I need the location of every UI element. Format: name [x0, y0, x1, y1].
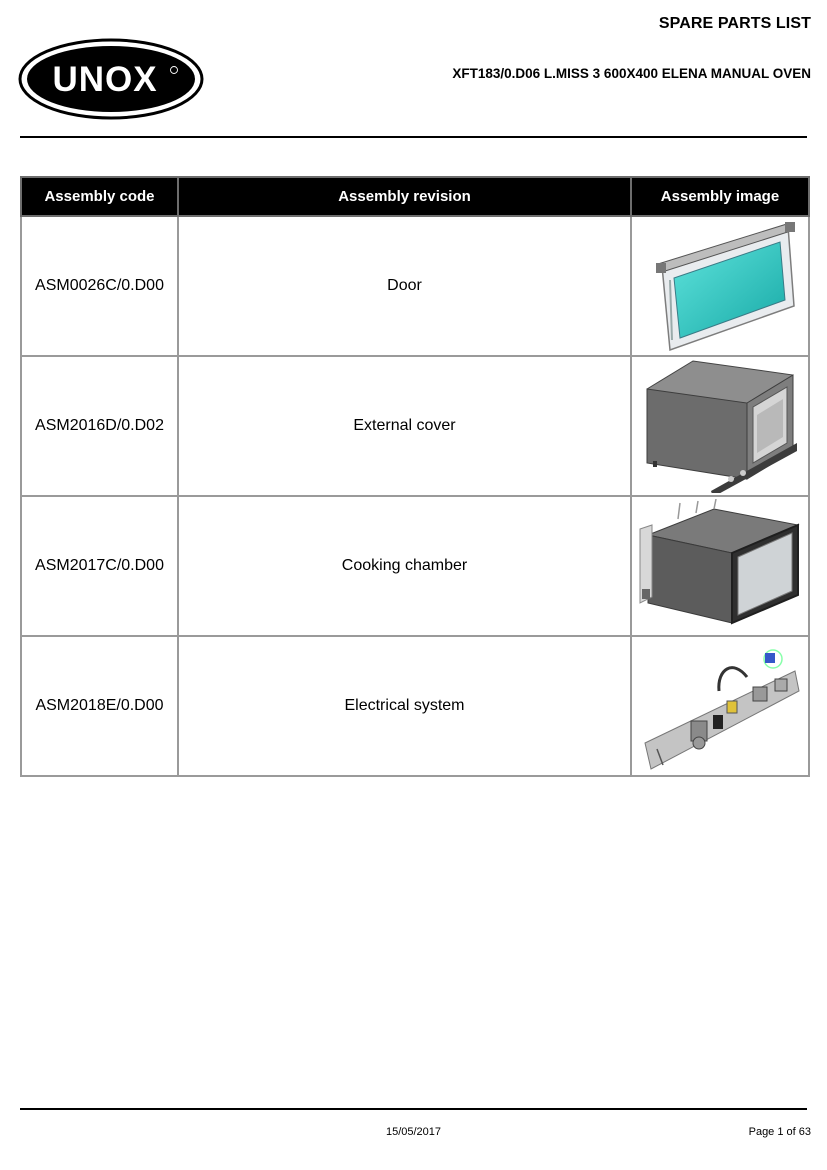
assembly-code-cell: ASM2018E/0.D00 [21, 636, 178, 776]
assembly-revision-cell: External cover [178, 356, 631, 496]
table-row [21, 496, 809, 636]
header-divider [20, 136, 807, 138]
unox-logo [18, 38, 204, 120]
assembly-revision-cell: Cooking chamber [178, 496, 631, 636]
external-cover-image [639, 359, 801, 493]
assembly-code-cell: ASM2016D/0.D02 [21, 356, 178, 496]
logo-wordmark: UNOX [52, 60, 158, 99]
assembly-code-cell: ASM0026C/0.D00 [21, 216, 178, 356]
assembly-image-cell [631, 216, 809, 356]
assembly-image-cell [631, 636, 809, 776]
electrical-system-image [637, 639, 803, 773]
page-number: Page 1 of 63 [748, 1126, 811, 1138]
column-header-image: Assembly image [631, 177, 809, 216]
assembly-image-cell [631, 496, 809, 636]
assembly-table [20, 176, 810, 777]
assembly-revision-cell: Electrical system [178, 636, 631, 776]
table-row [21, 636, 809, 776]
product-model-title: XFT183/0.D06 L.MISS 3 600X400 ELENA MANUAL OVEN [452, 66, 811, 81]
table-row [21, 216, 809, 356]
assembly-revision-cell: Door [178, 216, 631, 356]
footer-divider [20, 1108, 807, 1110]
table-row [21, 356, 809, 496]
column-header-code: Assembly code [21, 177, 178, 216]
door-image [640, 220, 800, 352]
column-header-revision: Assembly revision [178, 177, 631, 216]
footer-date: 15/05/2017 [385, 1126, 442, 1138]
table-header-row [21, 177, 809, 216]
cooking-chamber-image [638, 499, 802, 633]
document-type-title: SPARE PARTS LIST [658, 15, 811, 32]
assembly-image-cell [631, 356, 809, 496]
assembly-code-cell: ASM2017C/0.D00 [21, 496, 178, 636]
